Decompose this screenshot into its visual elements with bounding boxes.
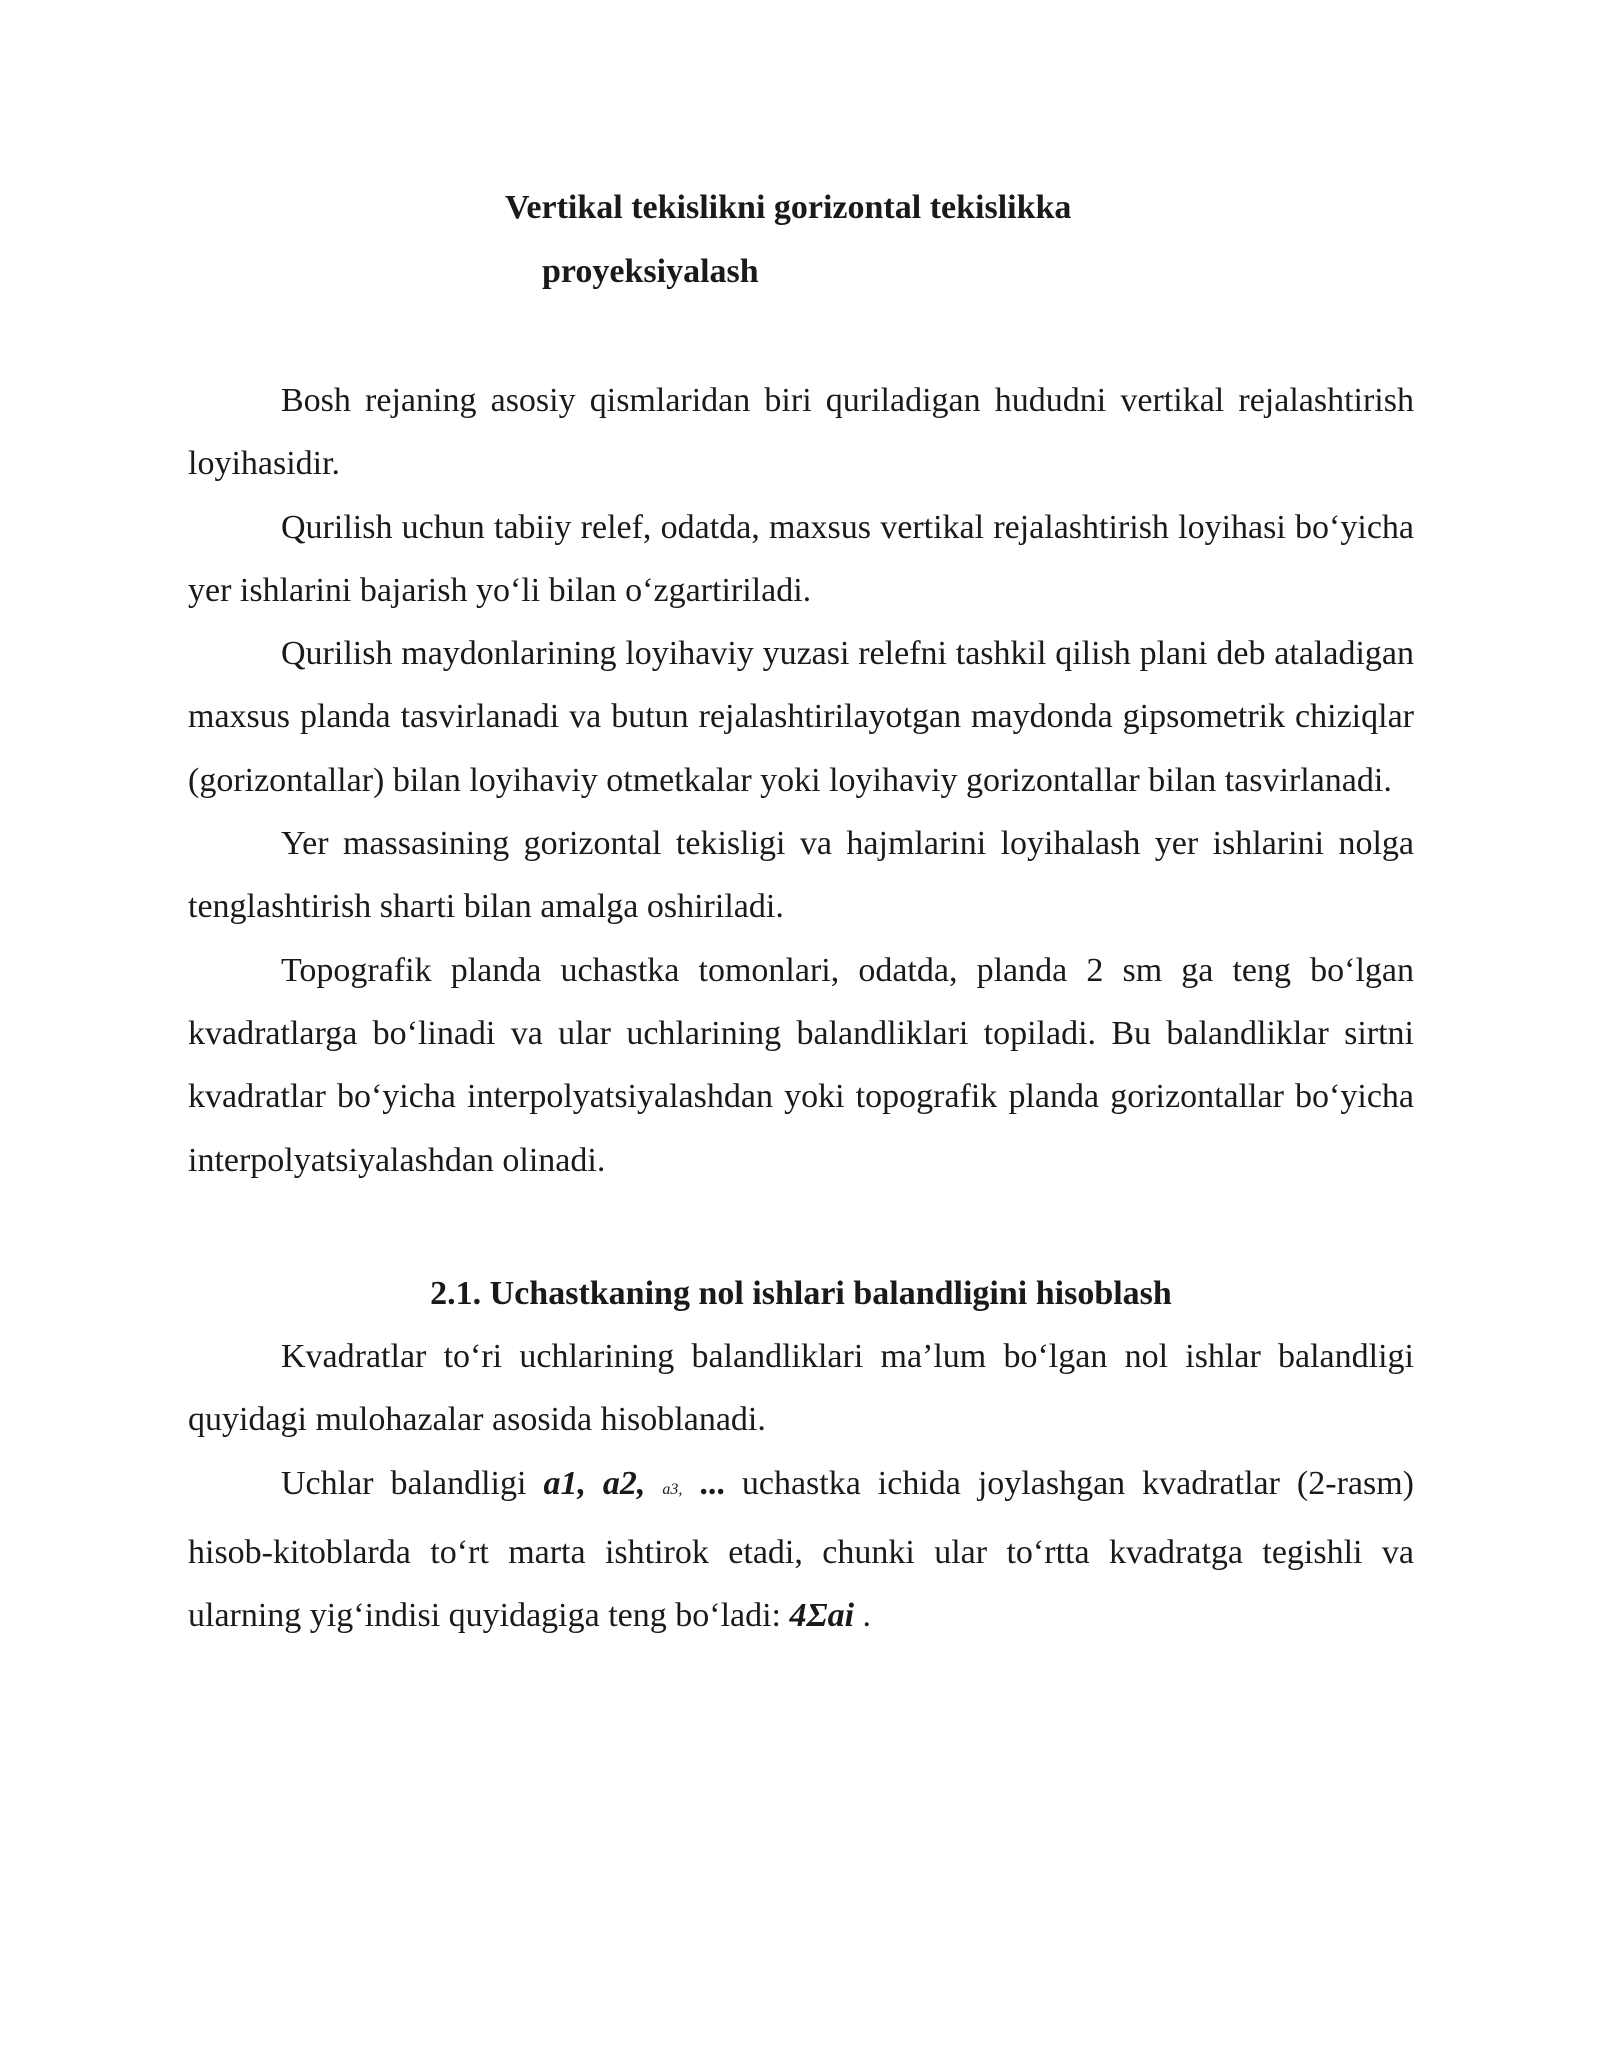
section-paragraph-1: Kvadratlar to‘ri uchlarining balandliklari ma’lum bo‘lgan nol ishlar balandligi quyidagi mulohazalar asosida hisoblanadi. (188, 1338, 1414, 1439)
paragraph-3: Qurilish maydonlarining loyihaviy yuzasi relefni tashkil qilish plani deb ataladigan maxsus planda tasvirlanadi va butun rejalashtirilayotgan maydonda gipsometrik chiziqlar (gorizontallar) bilan loyihaviy otmetkalar yoki loyihaviy gorizontallar bilan tasvirlanadi. (188, 635, 1414, 799)
paragraph-1: Bosh rejaning asosiy qismlaridan biri quriladigan hududni vertikal rejalashtirish loyihasidir. (188, 382, 1414, 483)
body-section-2-1 (188, 1325, 1414, 1647)
sum-formula: 4Σai (789, 1597, 855, 1635)
variable-a2: a2, (602, 1464, 646, 1502)
document-title-line-1: Vertikal tekislikni gorizontal tekislikka (505, 189, 1072, 226)
ellipsis: ... (699, 1464, 725, 1502)
paragraph-text-end: . (854, 1597, 872, 1635)
paragraph-2: Qurilish uchun tabiiy relef, odatda, maxsus vertikal rejalashtirish loyihasi bo‘yicha yer ishlarini bajarish yo‘li bilan o‘zgartiriladi. (188, 508, 1414, 609)
paragraph-5: Topografik planda uchastka tomonlari, odatda, planda 2 sm ga teng bo‘lgan kvadratlarga bo‘linadi va ular uchlarining balandliklari topiladi. Bu balandliklar sirtni kvadratlar bo‘yicha interpolyatsiyalashdan yoki topografik planda gorizontallar bo‘yicha interpolyatsiyalashdan olinadi. (188, 951, 1414, 1179)
body-section-intro (188, 369, 1414, 1192)
document-title-line-2: proyeksiyalash (542, 253, 759, 290)
paragraph-text-start: Uchlar balandligi (281, 1464, 544, 1502)
section-paragraph-2 (188, 1452, 1414, 1648)
section-heading: 2.1. Uchastkaning nol ishlari balandligini hisoblash (430, 1275, 1172, 1312)
variable-a1: a1, (543, 1464, 586, 1502)
variable-a3: a3, (662, 1480, 683, 1498)
paragraph-4: Yer massasining gorizontal tekisligi va hajmlarini loyihalash yer ishlarini nolga tenglashtirish sharti bilan amalga oshiriladi. (188, 825, 1414, 926)
paragraph-text-middle: uchastka ichida joylashgan kvadratlar (2-rasm) hisob-kitoblarda to‘rt marta ishtirok etadi, chunki ular to‘rtta kvadratga tegishli va ularning yig‘indisi quyidagiga teng bo‘ladi: (188, 1464, 1414, 1635)
